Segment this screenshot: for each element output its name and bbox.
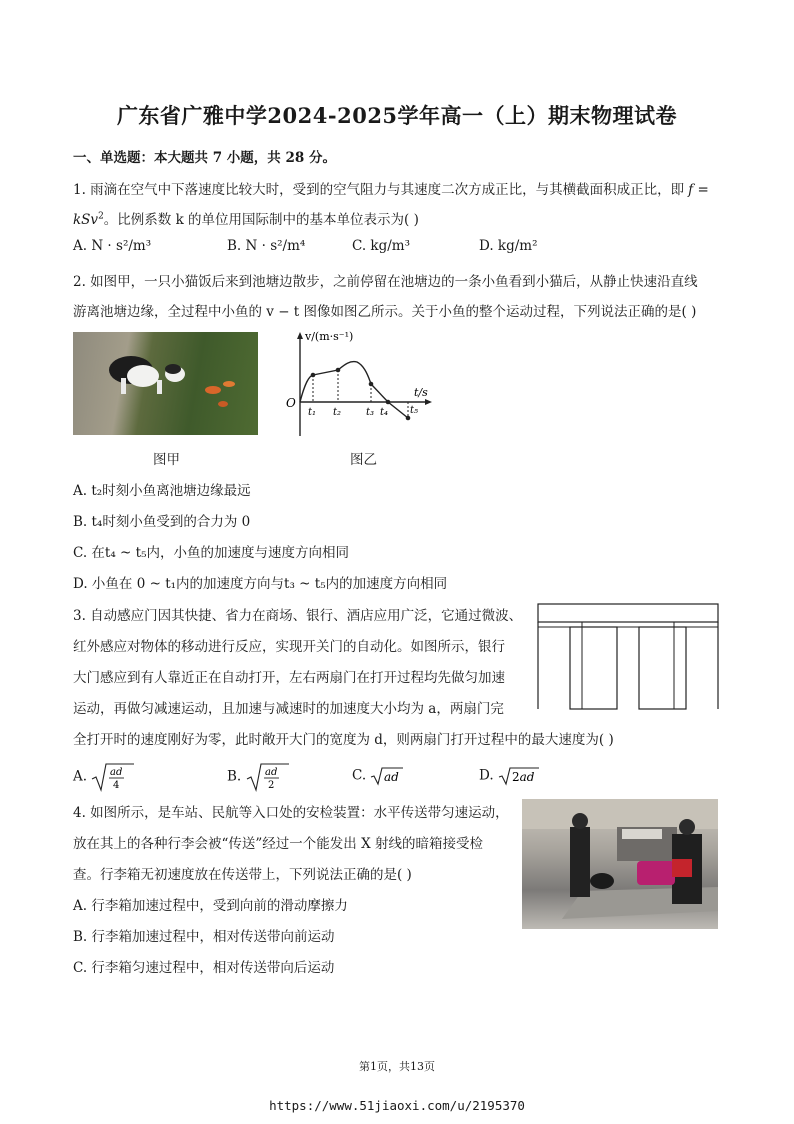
q2-option-d[interactable]: D. 小鱼在 0 ~ t₁内的加速度方向与t₃ ~ t₅内的加速度方向相同: [73, 576, 448, 592]
q4-line-2: 放在其上的各种行李会被“传送”经过一个能发出 X 射线的暗箱接受检: [73, 836, 483, 852]
cat-by-pond-photo: [73, 332, 258, 435]
q2-option-b[interactable]: B. t₄时刻小鱼受到的合力为 0: [73, 514, 251, 530]
graph-tick-t5: t₅: [410, 405, 419, 416]
graph-tick-t3: t₃: [366, 407, 375, 418]
q4-line-3: 查。行李箱无初速度放在传送带上，下列说法正确的是( ): [73, 867, 412, 883]
svg-text:ad: ad: [264, 767, 277, 778]
page-title: 广东省广雅中学2024-2025学年高一（上）期末物理试卷: [116, 103, 678, 128]
svg-text:ad: ad: [384, 770, 400, 784]
sqrt-ad-over-4: [91, 762, 135, 792]
q1-option-a[interactable]: A. N · s²/m³: [73, 238, 152, 254]
q3-option-b[interactable]: B. ad 2: [227, 762, 290, 792]
q3-option-c[interactable]: C. ad: [352, 766, 404, 786]
watermark-link[interactable]: https://www.51jiaoxi.com/u/2195370: [269, 1098, 525, 1113]
q3-line-2: 红外感应对物体的移动进行反应，实现开关门的自动化。如图所示，银行: [73, 639, 505, 655]
page-footer: 第1页，共13页: [359, 1060, 435, 1073]
q1-line-1: 1. 雨滴在空气中下落速度比较大时，受到的空气阻力与其速度二次方成正比，与其横截面积成正比，即 f =: [73, 182, 709, 198]
sqrt-ad: [370, 766, 404, 786]
door-diagram: [537, 603, 719, 711]
graph-tick-t2: t₂: [333, 407, 342, 418]
graph-tick-t4: t₄: [380, 407, 389, 418]
q1-option-d[interactable]: D. kg/m²: [479, 238, 538, 254]
q1-line-2: kSv$^2$。比例系数 k 的单位用国际制中的基本单位表示为( ): [73, 211, 419, 228]
sqrt-ad-over-2: [246, 762, 290, 792]
cat-photo-drawing: [73, 332, 258, 435]
q3-line-4: 运动，再做匀减速运动，且加速与减速时的加速度大小均为 a，两扇门完: [73, 701, 504, 717]
q2-line-2: 游离池塘边缘，全过程中小鱼的 v − t 图像如图乙所示。关于小鱼的整个运动过程，下列说法正确的是( ): [73, 304, 697, 320]
graph-ylabel: v/(m·s⁻¹): [305, 330, 354, 343]
caption-figure-a: 图甲: [153, 452, 180, 468]
q1-option-b[interactable]: B. N · s²/m⁴: [227, 238, 306, 254]
q4-option-a[interactable]: A. 行李箱加速过程中，受到向前的滑动摩擦力: [73, 898, 348, 914]
svg-text:2: 2: [267, 780, 274, 791]
q4-line-1: 4. 如图所示，是车站、民航等入口处的安检装置：水平传送带匀速运动，: [73, 805, 509, 821]
q2-option-c[interactable]: C. 在t₄ ~ t₅内，小鱼的加速度与速度方向相同: [73, 545, 349, 561]
q2-option-a[interactable]: A. t₂时刻小鱼离池塘边缘最远: [73, 483, 251, 499]
caption-figure-b: 图乙: [350, 452, 377, 468]
svg-text:4: 4: [113, 780, 120, 791]
graph-xlabel: t/s: [414, 386, 428, 399]
vt-graph: [283, 328, 433, 443]
q4-option-b[interactable]: B. 行李箱加速过程中，相对传送带向前运动: [73, 929, 335, 945]
svg-text:ad: ad: [110, 767, 123, 778]
q2-line-1: 2. 如图甲，一只小猫饭后来到池塘边散步，之前停留在池塘边的一条小鱼看到小猫后，从静止快速沿直线: [73, 274, 698, 290]
q3-option-d[interactable]: D. 2ad: [479, 766, 540, 786]
svg-text:2ad: 2ad: [511, 770, 535, 784]
q4-option-c[interactable]: C. 行李箱匀速过程中，相对传送带向后运动: [73, 960, 335, 976]
graph-origin: O: [286, 396, 296, 410]
q3-line-1: 3. 自动感应门因其快捷、省力在商场、银行、酒店应用广泛，它通过微波、: [73, 608, 523, 624]
sqrt-2ad: [498, 766, 540, 786]
q3-line-3: 大门感应到有人靠近正在自动打开，左右两扇门在打开过程均先做匀加速: [73, 670, 505, 686]
graph-tick-t1: t₁: [308, 407, 317, 418]
q3-line-5: 全打开时的速度刚好为零，此时敞开大门的宽度为 d，则两扇门打开过程中的最大速度为( ): [73, 732, 614, 748]
q1-option-c[interactable]: C. kg/m³: [352, 238, 411, 254]
section-heading: 一、单选题：本大题共 7 小题，共 28 分。: [73, 150, 336, 166]
security-photo-drawing: [522, 799, 718, 929]
security-check-photo: [522, 799, 718, 929]
q3-option-a[interactable]: A. ad 4: [73, 762, 135, 792]
